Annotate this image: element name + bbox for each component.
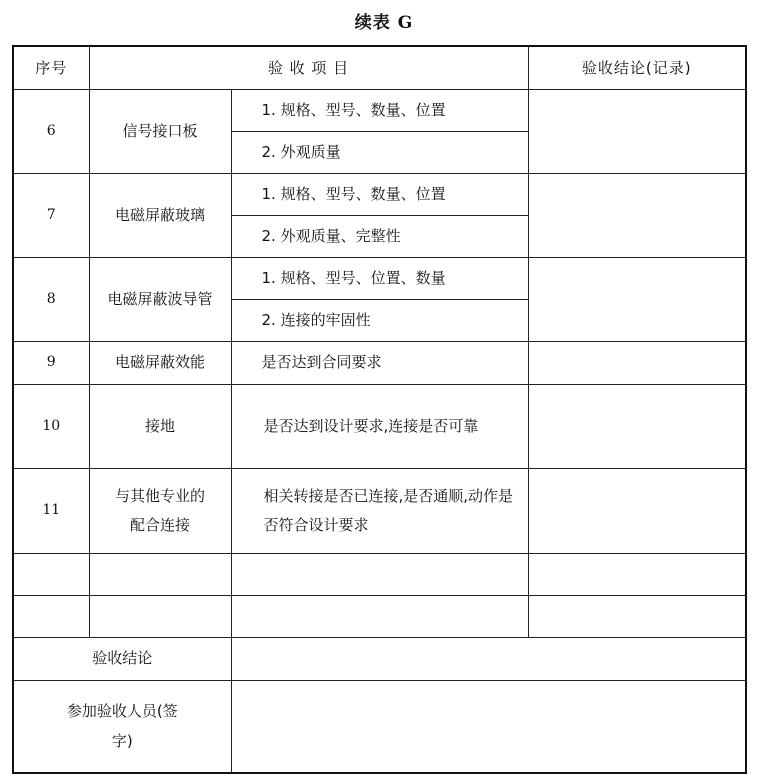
- blank-cell[interactable]: [13, 595, 89, 637]
- table-row: [13, 384, 746, 468]
- row-conclusion-cell[interactable]: [528, 468, 746, 553]
- row-detail: 1. 规格、型号、数量、位置: [231, 89, 528, 131]
- row-no: 8: [13, 257, 89, 341]
- blank-cell[interactable]: [13, 553, 89, 595]
- header-no: 序号: [13, 46, 89, 89]
- blank-cell[interactable]: [528, 595, 746, 637]
- footer-conclusion-field[interactable]: [231, 637, 746, 680]
- header-row: [13, 46, 746, 89]
- footer-conclusion-row: [13, 637, 746, 680]
- table-row: [13, 89, 746, 131]
- table-row: [13, 173, 746, 215]
- row-detail: 是否达到设计要求,连接是否可靠: [231, 384, 528, 468]
- row-no: 10: [13, 384, 89, 468]
- blank-cell[interactable]: [231, 595, 528, 637]
- footer-conclusion-label: 验收结论: [13, 637, 231, 680]
- row-name: 信号接口板: [89, 89, 231, 173]
- blank-row: [13, 595, 746, 637]
- row-name: 与其他专业的配合连接: [89, 468, 231, 553]
- row-detail: 2. 外观质量: [231, 131, 528, 173]
- row-name: 电磁屏蔽效能: [89, 341, 231, 384]
- row-name: 接地: [89, 384, 231, 468]
- table-row: [13, 341, 746, 384]
- footer-personnel-label: 参加验收人员(签字): [13, 680, 231, 773]
- header-item: 验 收 项 目: [89, 46, 528, 89]
- row-detail: 1. 规格、型号、数量、位置: [231, 173, 528, 215]
- blank-row: [13, 553, 746, 595]
- table-row: [13, 468, 746, 553]
- row-name: 电磁屏蔽波导管: [89, 257, 231, 341]
- row-conclusion-cell[interactable]: [528, 384, 746, 468]
- blank-cell[interactable]: [231, 553, 528, 595]
- row-detail: 2. 外观质量、完整性: [231, 215, 528, 257]
- row-conclusion-cell[interactable]: [528, 257, 746, 341]
- table-title: 续表 G: [354, 13, 414, 33]
- row-conclusion-cell[interactable]: [528, 89, 746, 173]
- row-name: 电磁屏蔽玻璃: [89, 173, 231, 257]
- header-conclusion: 验收结论(记录): [528, 46, 746, 89]
- row-detail: 2. 连接的牢固性: [231, 299, 528, 341]
- acceptance-table: [12, 45, 747, 774]
- blank-cell[interactable]: [89, 595, 231, 637]
- row-detail: 1. 规格、型号、位置、数量: [231, 257, 528, 299]
- table-row: [13, 257, 746, 299]
- row-no: 7: [13, 173, 89, 257]
- footer-personnel-row: [13, 680, 746, 773]
- row-conclusion-cell[interactable]: [528, 173, 746, 257]
- footer-signature-field[interactable]: [231, 680, 746, 773]
- row-no: 6: [13, 89, 89, 173]
- row-no: 11: [13, 468, 89, 553]
- row-no: 9: [13, 341, 89, 384]
- row-conclusion-cell[interactable]: [528, 341, 746, 384]
- blank-cell[interactable]: [89, 553, 231, 595]
- blank-cell[interactable]: [528, 553, 746, 595]
- row-detail: 相关转接是否已连接,是否通顺,动作是否符合设计要求: [231, 468, 528, 553]
- row-detail: 是否达到合同要求: [231, 341, 528, 384]
